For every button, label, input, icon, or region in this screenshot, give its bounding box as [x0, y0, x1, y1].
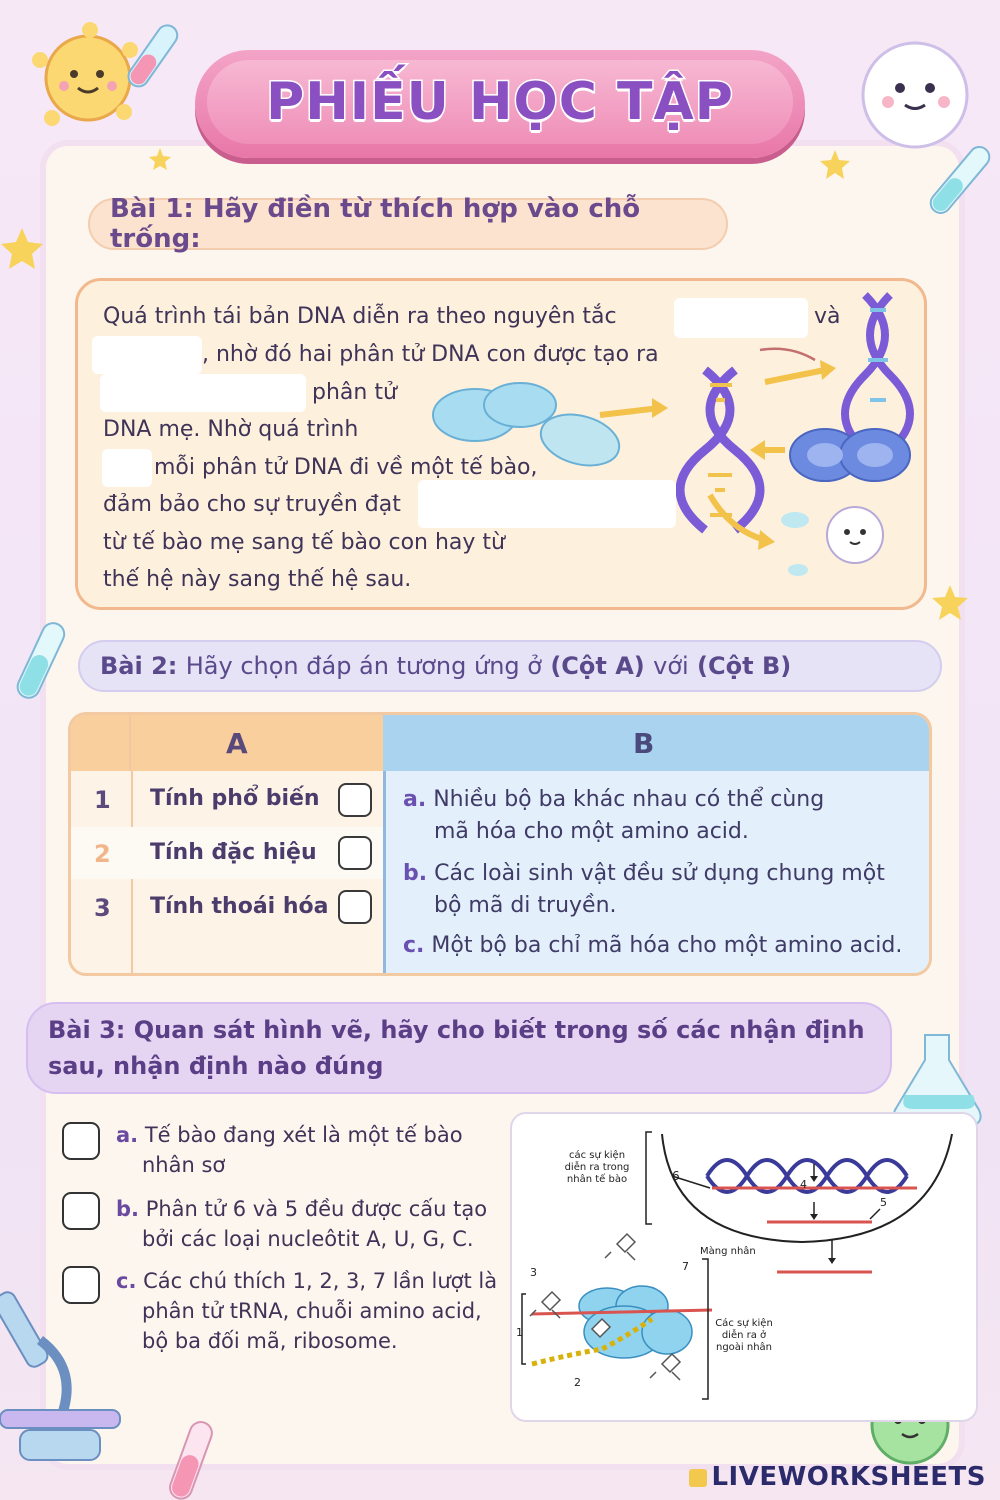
bai2-heading — [78, 640, 942, 692]
diagram-number: 4 — [800, 1178, 807, 1191]
statement-a: a. Tế bào đang xét là một tế bào nhân sơ — [116, 1123, 463, 1177]
row-label: Tính phổ biến — [150, 786, 320, 811]
diagram-label: Màng nhân — [700, 1246, 756, 1257]
row-number: 3 — [94, 894, 111, 922]
answer-checkbox-2[interactable] — [338, 836, 372, 870]
col-b-label: B — [633, 727, 655, 760]
test-tube-icon — [14, 620, 68, 702]
title-banner — [195, 50, 805, 158]
bai1-line-1: Quá trình tái bản DNA diễn ra theo nguyên tắc — [103, 304, 617, 329]
blank-input-4[interactable] — [102, 449, 152, 487]
bai3-heading — [26, 1002, 892, 1094]
bai1-line-3: phân tử — [312, 380, 397, 405]
diagram-label: nhân tế bào — [566, 1174, 628, 1185]
bai3-heading-line2: sau, nhận định nào đúng — [48, 1052, 384, 1080]
statement-b: b. Phân tử 6 và 5 đều được cấu tạo bởi các loại nucleôtit A, U, G, C. — [116, 1197, 488, 1251]
answer-checkbox-1[interactable] — [338, 783, 372, 817]
row-number: 2 — [94, 840, 111, 868]
bai2-heading-text: Hãy chọn đáp án tương ứng ở — [185, 652, 542, 680]
blank-input-5[interactable] — [418, 480, 676, 528]
diagram-svg — [512, 1114, 976, 1420]
bai2-with: với — [653, 652, 689, 680]
bai1-line-2: , nhờ đó hai phân tử DNA con được tạo ra — [202, 342, 659, 367]
col-a-header — [71, 715, 383, 771]
blank-input-1[interactable] — [674, 298, 808, 338]
blob-sticker-icon — [863, 43, 967, 147]
col-a-label: A — [226, 727, 248, 760]
test-tube-icon — [167, 1419, 215, 1500]
bai1-line-7: từ tế bào mẹ sang tế bào con hay từ — [103, 530, 505, 555]
diagram-label: các sự kiện — [568, 1150, 626, 1161]
bai1-line-8: thế hệ này sang thế hệ sau. — [103, 567, 412, 592]
statement-c: c. Các chú thích 1, 2, 3, 7 lần lượt là phân tử tRNA, chuỗi amino acid, bộ ba đối mã, ribosome. — [116, 1269, 498, 1353]
diagram-number: 2 — [574, 1376, 581, 1389]
bai1-heading: Bài 1: Hãy điền từ thích hợp vào chỗ trống: — [88, 198, 728, 250]
bai2-col-a-ref: (Cột A) — [550, 652, 645, 680]
diagram-number: 3 — [530, 1266, 537, 1279]
bai2-col-b-ref: (Cột B) — [697, 652, 792, 680]
diagram-number: 7 — [682, 1260, 689, 1273]
bai1-line-4: DNA mẹ. Nhờ quá trình — [103, 417, 359, 442]
bai2-heading-label: Bài 2: — [100, 652, 178, 680]
test-tube-icon — [927, 143, 994, 217]
diagram-number: 1 — [516, 1326, 523, 1339]
diagram-label: Các sự kiện — [715, 1318, 773, 1329]
liveworksheets-logo-icon — [689, 1469, 707, 1487]
diagram-label: ngoài nhân — [715, 1342, 773, 1353]
bai1-line-5: mỗi phân tử DNA đi về một tế bào, — [154, 455, 538, 480]
bai1-line-1b: và — [814, 304, 841, 329]
diagram-label: diễn ra trong — [564, 1162, 630, 1173]
liveworksheets-watermark: LIVEWORKSHEETS — [689, 1462, 986, 1492]
bai3-heading-line1: Bài 3: Quan sát hình vẽ, hãy cho biết trong số các nhận định — [48, 1016, 865, 1044]
statement-checkbox-a[interactable] — [62, 1122, 100, 1160]
translation-diagram — [510, 1112, 978, 1422]
col-b-header — [383, 715, 929, 771]
bai1-line-6: đảm bảo cho sự truyền đạt — [103, 492, 401, 517]
blank-input-3[interactable] — [100, 374, 306, 412]
diagram-number: 5 — [880, 1196, 887, 1209]
option-c: c. Một bộ ba chỉ mã hóa cho một amino acid. — [403, 933, 903, 958]
option-b: b. Các loài sinh vật đều sử dụng chung một bộ mã di truyền. — [403, 861, 885, 918]
virus-sticker-icon — [32, 22, 138, 126]
row-label: Tính đặc hiệu — [150, 840, 317, 865]
diagram-number: 6 — [672, 1169, 680, 1183]
page-title: PHIẾU HỌC TẬP — [266, 72, 734, 132]
diagram-label: diễn ra ở — [721, 1330, 767, 1341]
row-number: 1 — [94, 786, 111, 814]
blank-input-2[interactable] — [92, 336, 202, 374]
statement-checkbox-b[interactable] — [62, 1192, 100, 1230]
row-label: Tính thoái hóa — [150, 894, 329, 919]
option-a: a. Nhiều bộ ba khác nhau có thể cùng mã hóa cho một amino acid. — [403, 787, 825, 844]
microscope-icon — [0, 1289, 120, 1460]
answer-checkbox-3[interactable] — [338, 890, 372, 924]
statement-checkbox-c[interactable] — [62, 1266, 100, 1304]
